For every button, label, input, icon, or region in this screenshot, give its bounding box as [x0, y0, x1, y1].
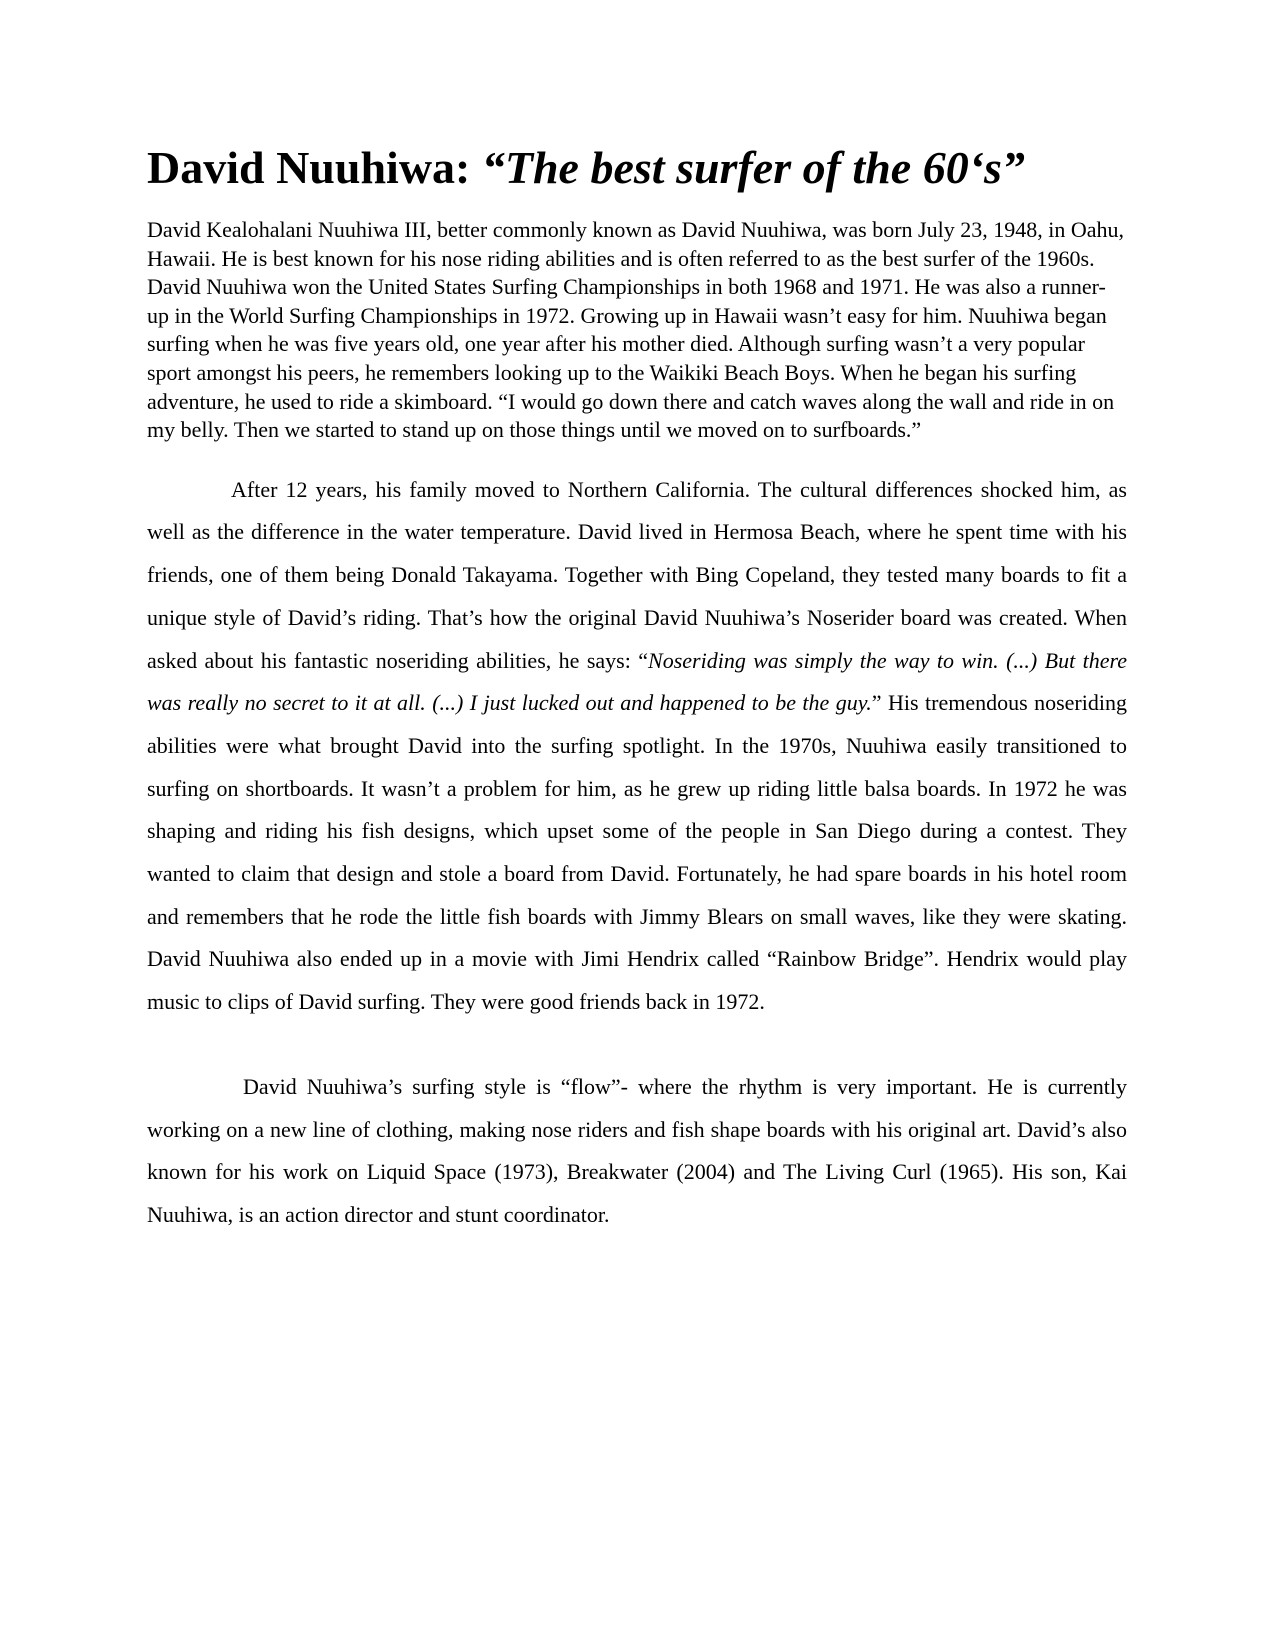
paragraph-text-after-quote: ” His tremendous noseriding abilities were what brought David into the surfing spotlight. In the 1970s, Nuuhiwa easily transitioned to surfing on shortboards. It wasn’t a problem for him, as he grew up riding little balsa boards. In 1972 he was shaping and riding his fish designs, which upset some of the people in San Diego during a contest. They wanted to claim that design and stole a board from David. Fortunately, he had spare boards in his hotel room and remembers that he rode the little fish boards with Jimmy Blears on small waves, like they were skating. David Nuuhiwa also ended up in a movie with Jimi Hendrix called “Rainbow Bridge”. Hendrix would play music to clips of David surfing. They were good friends back in 1972. [147, 690, 1127, 1015]
noseriding-quote: Noseriding was simply the way to win. (...) But there was really no secret to it at all. (...) I just lucked out and happened to be the guy. [147, 647, 1128, 716]
title-subtitle: “The best surfer of the 60‘s” [481, 142, 1025, 193]
document-page [147, 140, 1127, 1237]
title-main: David Nuuhiwa: [147, 142, 482, 193]
paragraph-style: David Nuuhiwa’s surfing style is “flow”- where the rhythm is very important. He is currently working on a new line of clothing, making nose riders and fish shape boards with his original art. David’s also known for his work on Liquid Space (1973), Breakwater (2004) and The Living Curl (1965). His son, Kai Nuuhiwa, is an action director and stunt coordinator. [147, 1073, 1127, 1227]
paragraph-text-before-quote: After 12 years, his family moved to Northern California. The cultural differences shocked him, as well as the difference in the water temperature. David lived in Hermosa Beach, where he spent time with his friends, one of them being Donald Takayama. Together with Bing Copeland, they tested many boards to fit a unique style of David’s riding. That’s how the original David Nuuhiwa’s Noserider board was created. When asked about his fantastic noseriding abilities, he says: “ [147, 476, 1127, 673]
paragraph-california [147, 469, 1127, 1024]
paragraph-intro: David Kealohalani Nuuhiwa III, better commonly known as David Nuuhiwa, was born July 23, 1948, in Oahu, Hawaii. He is best known for his nose riding abilities and is often referred to as the best surfer of the 1960s. David Nuuhiwa won the United States Surfing Championships in both 1968 and 1971. He was also a runner-up in the World Surfing Championships in 1972. Growing up in Hawaii wasn’t easy for him. Nuuhiwa began surfing when he was five years old, one year after his mother died. Although surfing wasn’t a very popular sport amongst his peers, he remembers looking up to the Waikiki Beach Boys. When he began his surfing adventure, he used to ride a skimboard. “I would go down there and catch waves along the wall and ride in on my belly. Then we started to stand up on those things until we moved on to surfboards.” [147, 217, 1124, 443]
document-title [147, 140, 1127, 196]
